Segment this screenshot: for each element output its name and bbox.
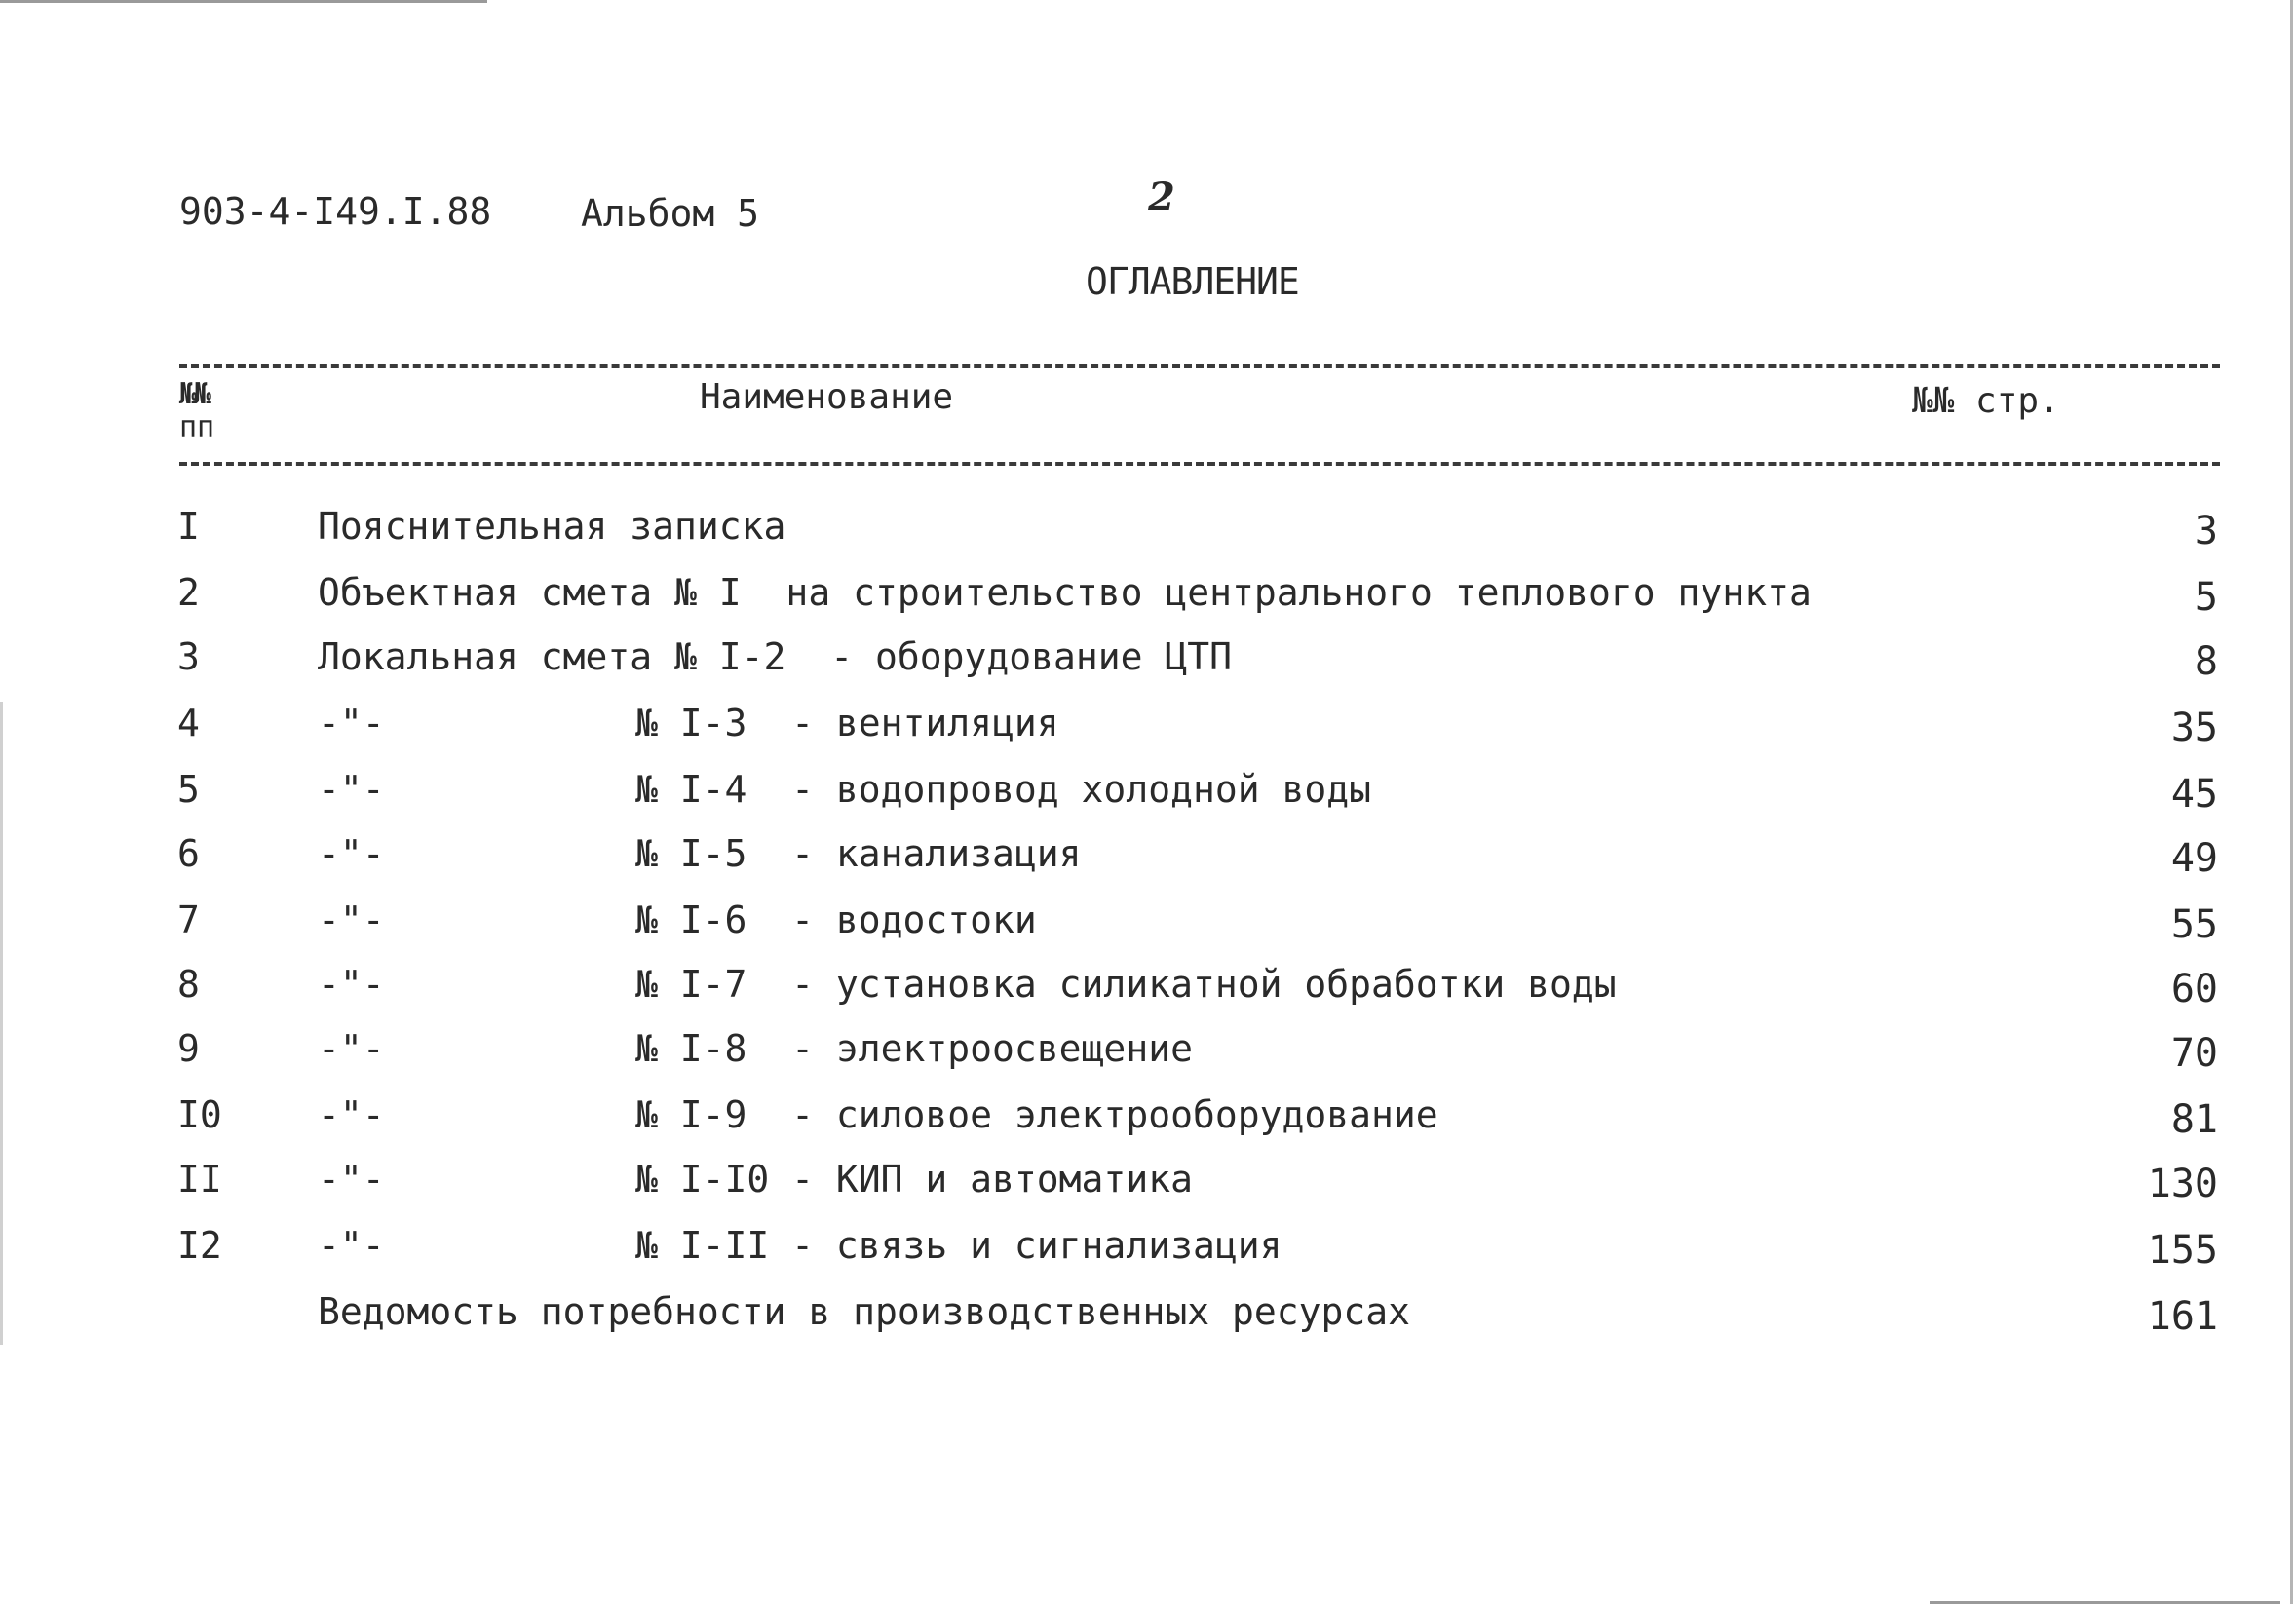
table-row bbox=[0, 571, 2296, 630]
row-page: 161 bbox=[2147, 1294, 2218, 1339]
row-title: № I-5 - канализация bbox=[635, 832, 1082, 875]
row-number: 8 bbox=[177, 963, 200, 1006]
table-row bbox=[0, 1224, 2296, 1282]
row-title: № I-7 - установка силикатной обработки воды bbox=[635, 963, 1617, 1006]
row-title: Ведомость потребности в производственных ресурсах bbox=[318, 1290, 1411, 1333]
row-ditto-mark: -"- bbox=[318, 1224, 385, 1267]
column-header-name: Наименование bbox=[700, 377, 954, 417]
row-ditto-mark: -"- bbox=[318, 1027, 385, 1070]
row-title: № I-4 - водопровод холодной воды bbox=[635, 768, 1371, 811]
row-page: 60 bbox=[2170, 967, 2218, 1012]
row-ditto-mark: -"- bbox=[318, 702, 385, 745]
document-code: 903-4-I49.I.88 bbox=[179, 190, 492, 233]
row-title: № I-8 - электроосвещение bbox=[635, 1027, 1193, 1070]
table-row bbox=[0, 1093, 2296, 1152]
row-number: II bbox=[177, 1158, 222, 1201]
table-row bbox=[0, 898, 2296, 957]
table-row bbox=[0, 832, 2296, 891]
row-number: 5 bbox=[177, 768, 200, 811]
row-title: № I-II - связь и сигнализация bbox=[635, 1224, 1282, 1267]
table-row bbox=[0, 1290, 2296, 1349]
album-label: Альбом 5 bbox=[581, 192, 760, 235]
row-title: Объектная смета № I на строительство центрального теплового пункта bbox=[318, 571, 1812, 614]
row-number: 2 bbox=[177, 571, 200, 614]
header-rule-top bbox=[179, 364, 2220, 368]
row-ditto-mark: -"- bbox=[318, 963, 385, 1006]
row-number: 4 bbox=[177, 702, 200, 745]
row-page: 130 bbox=[2147, 1162, 2218, 1206]
table-row bbox=[0, 768, 2296, 826]
row-page: 81 bbox=[2170, 1097, 2218, 1142]
scan-edge-top bbox=[0, 0, 487, 3]
row-number: I0 bbox=[177, 1093, 222, 1136]
row-title: № I-9 - силовое электрооборудование bbox=[635, 1093, 1438, 1136]
row-page: 70 bbox=[2170, 1031, 2218, 1076]
row-number: 7 bbox=[177, 898, 200, 941]
page-title: ОГЛАВЛЕНИЕ bbox=[1086, 260, 1299, 303]
row-page: 155 bbox=[2147, 1228, 2218, 1273]
row-page: 35 bbox=[2170, 706, 2218, 750]
row-number: I bbox=[177, 505, 200, 548]
row-title: № I-3 - вентиляция bbox=[635, 702, 1059, 745]
row-ditto-mark: -"- bbox=[318, 1093, 385, 1136]
row-ditto-mark: -"- bbox=[318, 832, 385, 875]
row-page: 45 bbox=[2170, 772, 2218, 817]
header-rule-bottom bbox=[179, 462, 2220, 466]
row-title: № I-I0 - КИП и автоматика bbox=[635, 1158, 1193, 1201]
table-row bbox=[0, 1027, 2296, 1086]
table-row bbox=[0, 505, 2296, 563]
table-row bbox=[0, 1158, 2296, 1216]
page-number: 2 bbox=[1148, 174, 1175, 220]
row-ditto-mark: -"- bbox=[318, 768, 385, 811]
table-row bbox=[0, 963, 2296, 1021]
row-page: 5 bbox=[2194, 575, 2218, 620]
column-header-number-sub: пп bbox=[179, 410, 215, 444]
row-number: 3 bbox=[177, 635, 200, 678]
table-row bbox=[0, 702, 2296, 760]
table-row bbox=[0, 635, 2296, 694]
row-title: Локальная смета № I-2 - оборудование ЦТП bbox=[318, 635, 1232, 678]
row-title: Пояснительная записка bbox=[318, 505, 786, 548]
row-page: 3 bbox=[2194, 509, 2218, 554]
column-header-page: №№ стр. bbox=[1912, 381, 2060, 421]
row-ditto-mark: -"- bbox=[318, 1158, 385, 1201]
row-number: I2 bbox=[177, 1224, 222, 1267]
row-page: 49 bbox=[2170, 836, 2218, 881]
row-title: № I-6 - водостоки bbox=[635, 898, 1037, 941]
row-page: 55 bbox=[2170, 902, 2218, 947]
row-number: 6 bbox=[177, 832, 200, 875]
row-ditto-mark: -"- bbox=[318, 898, 385, 941]
column-header-number: №№ bbox=[179, 377, 210, 411]
row-page: 8 bbox=[2194, 639, 2218, 684]
row-number: 9 bbox=[177, 1027, 200, 1070]
